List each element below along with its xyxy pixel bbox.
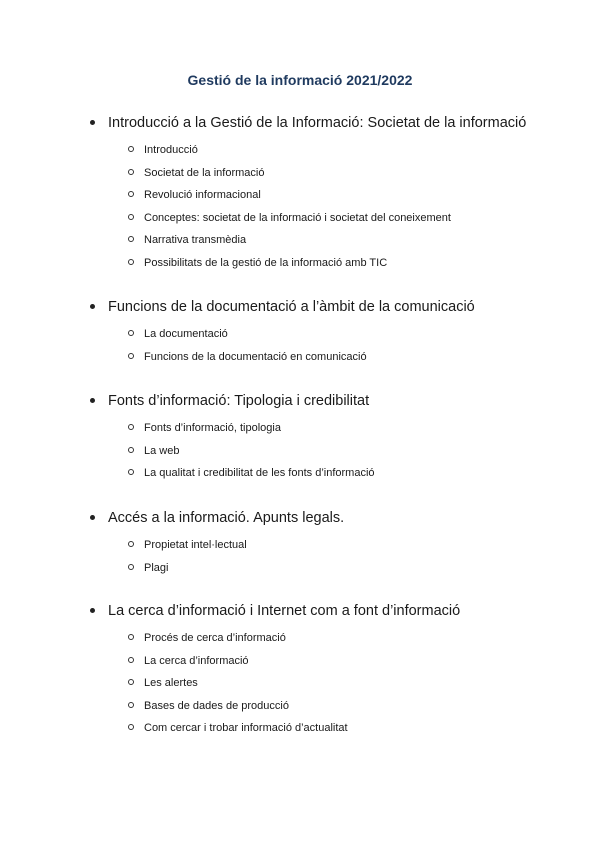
bullet-icon <box>90 398 95 403</box>
section-4 <box>0 509 600 583</box>
circle-bullet-icon <box>128 679 134 685</box>
list-item <box>0 676 600 699</box>
list-item-label: Societat de la informació <box>144 166 265 179</box>
list-item-label: Les alertes <box>144 677 198 690</box>
circle-bullet-icon <box>128 169 134 175</box>
list-item-label: Plagi <box>144 561 169 574</box>
bullet-icon <box>90 304 95 309</box>
list-item-label: Revolució informacional <box>144 189 261 202</box>
list-item <box>0 561 600 584</box>
list-item <box>0 188 600 211</box>
circle-bullet-icon <box>128 424 134 430</box>
topic-heading <box>0 298 600 316</box>
list-item-label: Bases de dades de producció <box>144 699 289 712</box>
list-item <box>0 654 600 677</box>
list-item <box>0 721 600 744</box>
sub-list <box>0 421 600 489</box>
section-1 <box>0 114 600 279</box>
circle-bullet-icon <box>128 146 134 152</box>
bullet-icon <box>90 608 95 613</box>
circle-bullet-icon <box>128 564 134 570</box>
list-item-label: Propietat intel·lectual <box>144 539 247 551</box>
list-item-label: Narrativa transmèdia <box>144 234 247 247</box>
topic-heading <box>0 602 600 620</box>
sub-list <box>0 327 600 372</box>
circle-bullet-icon <box>128 191 134 197</box>
list-item-label: Introducció <box>144 144 198 156</box>
list-item-label: La documentació <box>144 328 228 340</box>
list-item-label: Funcions de la documentació en comunicació <box>144 350 367 363</box>
topic-label: Introducció a la Gestió de la Informació: Societat de la informació <box>108 115 527 131</box>
list-item-label: Com cercar i trobar informació d’actualitat <box>144 722 348 735</box>
list-item <box>0 211 600 234</box>
topic-label: Accés a la informació. Apunts legals. <box>108 510 345 526</box>
topic-label: La cerca d’informació i Internet com a font d’informació <box>108 603 461 619</box>
circle-bullet-icon <box>128 702 134 708</box>
list-item-label: Possibilitats de la gestió de la informació amb TIC <box>144 256 388 269</box>
list-item-label: Procés de cerca d’informació <box>144 632 286 644</box>
sub-list <box>0 631 600 744</box>
circle-bullet-icon <box>128 259 134 265</box>
section-2 <box>0 298 600 372</box>
page-title: Gestió de la informació 2021/2022 <box>187 72 413 88</box>
list-item <box>0 466 600 489</box>
circle-bullet-icon <box>128 214 134 220</box>
list-item-label: La cerca d’informació <box>144 654 249 667</box>
topic-heading <box>0 114 600 132</box>
list-item <box>0 233 600 256</box>
circle-bullet-icon <box>128 724 134 730</box>
list-item <box>0 327 600 350</box>
bullet-icon <box>90 120 95 125</box>
topic-heading <box>0 392 600 410</box>
circle-bullet-icon <box>128 469 134 475</box>
circle-bullet-icon <box>128 657 134 663</box>
topic-heading <box>0 509 600 527</box>
list-item <box>0 421 600 444</box>
list-item-label: Conceptes: societat de la informació i societat del coneixement <box>144 211 451 224</box>
list-item <box>0 699 600 722</box>
section-5 <box>0 602 600 744</box>
list-item <box>0 256 600 279</box>
circle-bullet-icon <box>128 634 134 640</box>
list-item <box>0 631 600 654</box>
circle-bullet-icon <box>128 541 134 547</box>
list-item <box>0 350 600 373</box>
list-item <box>0 538 600 561</box>
circle-bullet-icon <box>128 447 134 453</box>
topic-label: Fonts d’informació: Tipologia i credibilitat <box>108 393 370 409</box>
sub-list <box>0 143 600 279</box>
list-item <box>0 444 600 467</box>
circle-bullet-icon <box>128 330 134 336</box>
topic-label: Funcions de la documentació a l’àmbit de la comunicació <box>108 299 475 315</box>
list-item <box>0 143 600 166</box>
bullet-icon <box>90 515 95 520</box>
circle-bullet-icon <box>128 236 134 242</box>
sub-list <box>0 538 600 583</box>
section-3 <box>0 392 600 489</box>
list-item <box>0 166 600 189</box>
circle-bullet-icon <box>128 353 134 359</box>
list-item-label: Fonts d’informació, tipologia <box>144 422 281 434</box>
list-item-label: La web <box>144 444 180 457</box>
list-item-label: La qualitat i credibilitat de les fonts d’informació <box>144 467 375 480</box>
